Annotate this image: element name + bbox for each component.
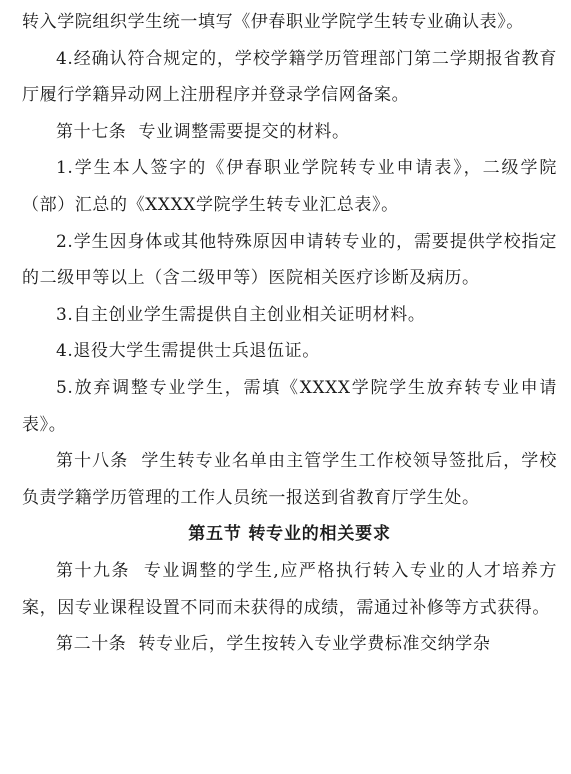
article-19-text: 专业调整的学生,应严格执行转入专业的人才培养方案，因专业课程设置不同而未获得的成绩，需通过补修等方式获得。 [22,560,557,618]
article-17-text: 专业调整需要提交的材料。 [138,121,350,142]
article-19 [22,553,557,626]
paragraph-item-4-registration: 4.经确认符合规定的，学校学籍学历管理部门第二学期报省教育厅履行学籍异动网上注册程序并登录学信网备案。 [22,48,557,106]
paragraph-item-5-waiver: 5.放弃调整专业学生，需填《XXXX学院学生放弃转专业申请表》。 [22,377,557,435]
paragraph-item-1-application: 1.学生本人签字的《伊春职业学院转专业申请表》，二级学院（部）汇总的《XXXX学院学生转专业汇总表》。 [22,158,557,215]
article-19-number: 第十九条 [56,560,131,581]
paragraph-continuation: 转入学院组织学生统一填写《伊春职业学院学生转专业确认表》。 [22,12,524,32]
article-17-number: 第十七条 [56,121,127,142]
article-18-text: 学生转专业名单由主管学生工作校领导签批后，学校负责学籍学历管理的工作人员统一报送到省教育厅学生处。 [22,451,557,508]
section-5-title: 第五节 转专业的相关要求 [188,524,391,545]
article-17 [22,114,557,151]
article-20 [22,626,557,663]
paragraph-item-2-medical: 2.学生因身体或其他特殊原因申请转专业的，需要提供学校指定的二级甲等以上（含二级甲等）医院相关医疗诊断及病历。 [22,231,557,289]
article-18 [22,443,557,516]
paragraph-item-4-veteran: 4.退役大学生需提供士兵退伍证。 [56,341,320,362]
article-18-number: 第十八条 [56,451,129,472]
article-20-text: 转专业后，学生按转入专业学费标准交纳学杂 [138,634,491,655]
article-20-number: 第二十条 [56,634,127,655]
paragraph-item-3-entrepreneur: 3.自主创业学生需提供自主创业相关证明材料。 [56,304,426,325]
